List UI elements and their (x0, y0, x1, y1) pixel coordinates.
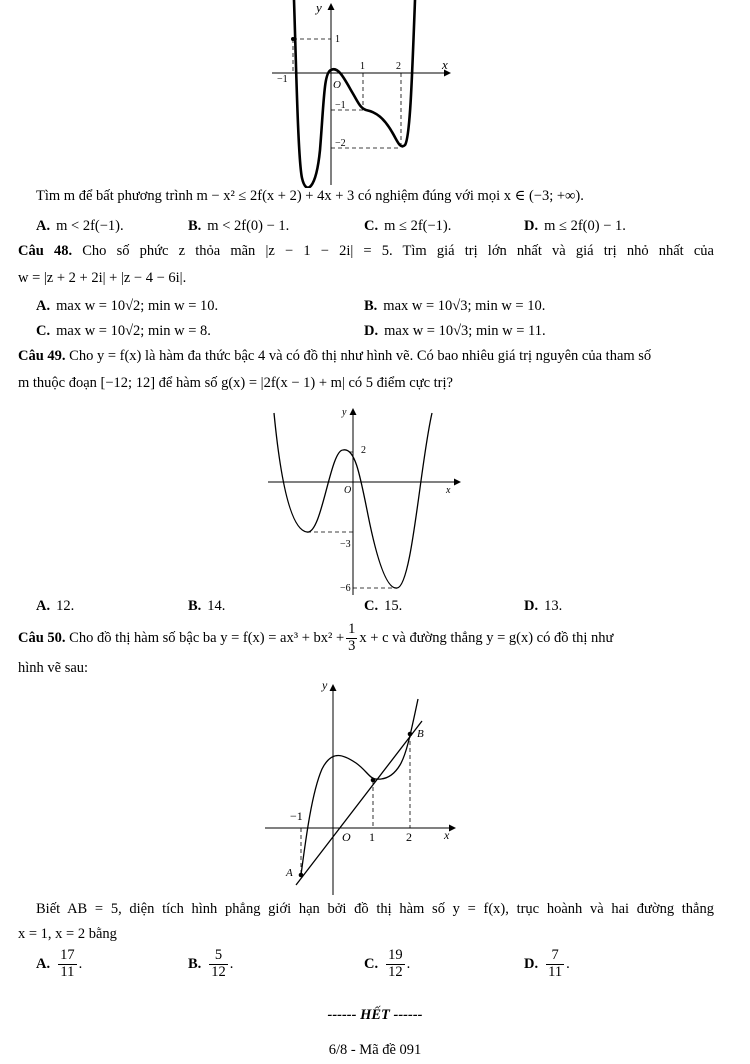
q50-line4: x = 1, x = 2 bằng (18, 926, 117, 942)
q49-option-c[interactable]: C. 15. (364, 598, 403, 614)
svg-text:O: O (342, 830, 351, 844)
q50-line3: Biết AB = 5, diện tích hình phẳng giới hạn bởi đồ thị hàm số y = f(x), trục hoành và hai đường thẳng (36, 901, 714, 917)
q50-option-d[interactable]: D. $\frac{7}{11}$ . (524, 947, 570, 980)
svg-text:B: B (417, 728, 424, 740)
svg-text:−3: −3 (340, 539, 351, 550)
q48-option-c[interactable]: C. max w = 10√2; min w = 8. (36, 323, 211, 339)
q49-option-b[interactable]: B. 14. (188, 598, 226, 614)
svg-text:1: 1 (360, 61, 365, 72)
svg-text:−1: −1 (290, 809, 303, 823)
q50-fraction: $\frac{1}{3}$ (348, 621, 356, 654)
svg-text:A: A (286, 867, 293, 879)
q47-option-b[interactable]: B. m < 2f(0) − 1. (188, 218, 290, 234)
q50-curve-f (301, 699, 418, 875)
q50-option-a[interactable]: A. $\frac{17}{11}$ . (36, 947, 83, 980)
svg-text:y: y (322, 678, 328, 692)
q48-line2: w = |z + 2 + 2i| + |z − 4 − 6i|. (18, 270, 187, 286)
q48-option-b[interactable]: B. max w = 10√3; min w = 10. (364, 298, 546, 314)
q47-option-c[interactable]: C. m ≤ 2f(−1). (364, 218, 452, 234)
q49-line1: Câu 49. Cho y = f(x) là hàm đa thức bậc 4 và có đồ thị như hình vẽ. Có bao nhiêu giá trị nguyên của tham số (18, 348, 652, 364)
q50-option-b[interactable]: B. $\frac{5}{12}$ . (188, 947, 234, 980)
q49-line2: m thuộc đoạn [−12; 12] để hàm số g(x) = |2f(x − 1) + m| có 5 điểm cực trị? (18, 375, 453, 391)
q47-option-a[interactable]: A. m < 2f(−1). (36, 218, 124, 234)
svg-text:2: 2 (406, 830, 412, 844)
svg-text:O: O (333, 79, 341, 91)
q49-option-d[interactable]: D. 13. (524, 598, 563, 614)
svg-text:y: y (342, 407, 347, 418)
svg-text:y: y (316, 0, 322, 15)
svg-text:−6: −6 (340, 583, 351, 594)
svg-text:x: x (444, 828, 450, 842)
q50-line2: hình vẽ sau: (18, 660, 89, 676)
q47-prompt: Tìm m để bất phương trình m − x² ≤ 2f(x + 2) + 4x + 3 có nghiệm đúng với mọi x ∈ (−3; +∞). (36, 188, 584, 204)
svg-text:1: 1 (335, 34, 340, 45)
q50-option-c[interactable]: C. $\frac{19}{12}$ . (364, 947, 411, 980)
svg-text:2: 2 (361, 445, 366, 456)
q50-line1: Câu 50. Cho đồ thị hàm số bậc ba y = f(x) = ax³ + bx² + $\frac{1}{3}$ x + c và đường thẳng y = g(x) có đồ thị như (18, 621, 614, 654)
q50-line-g (296, 721, 422, 885)
q48-line1: Câu 48. Cho số phức z thỏa mãn |z − 1 − 2i| = 5. Tìm giá trị lớn nhất và giá trị nhỏ nhất của (18, 243, 714, 259)
q47-graph (260, 0, 460, 188)
svg-text:−2: −2 (335, 138, 346, 149)
q48-option-a[interactable]: A. max w = 10√2; min w = 10. (36, 298, 219, 314)
q47-curve (294, 0, 415, 188)
q49-graph (260, 405, 470, 595)
svg-text:O: O (344, 485, 352, 496)
svg-text:−1: −1 (335, 100, 346, 111)
end-marker: ------ HẾT ------ (327, 1007, 423, 1023)
q49-option-a[interactable]: A. 12. (36, 598, 75, 614)
q48-option-d[interactable]: D. max w = 10√3; min w = 11. (364, 323, 546, 339)
q47-option-d[interactable]: D. m ≤ 2f(0) − 1. (524, 218, 626, 234)
svg-text:2: 2 (396, 61, 401, 72)
svg-text:x: x (442, 57, 448, 72)
q50-graph (260, 677, 460, 897)
svg-text:1: 1 (369, 830, 375, 844)
svg-text:−1: −1 (277, 74, 288, 85)
svg-text:x: x (446, 485, 451, 496)
page-number: 6/8 - Mã đề 091 (328, 1042, 422, 1058)
